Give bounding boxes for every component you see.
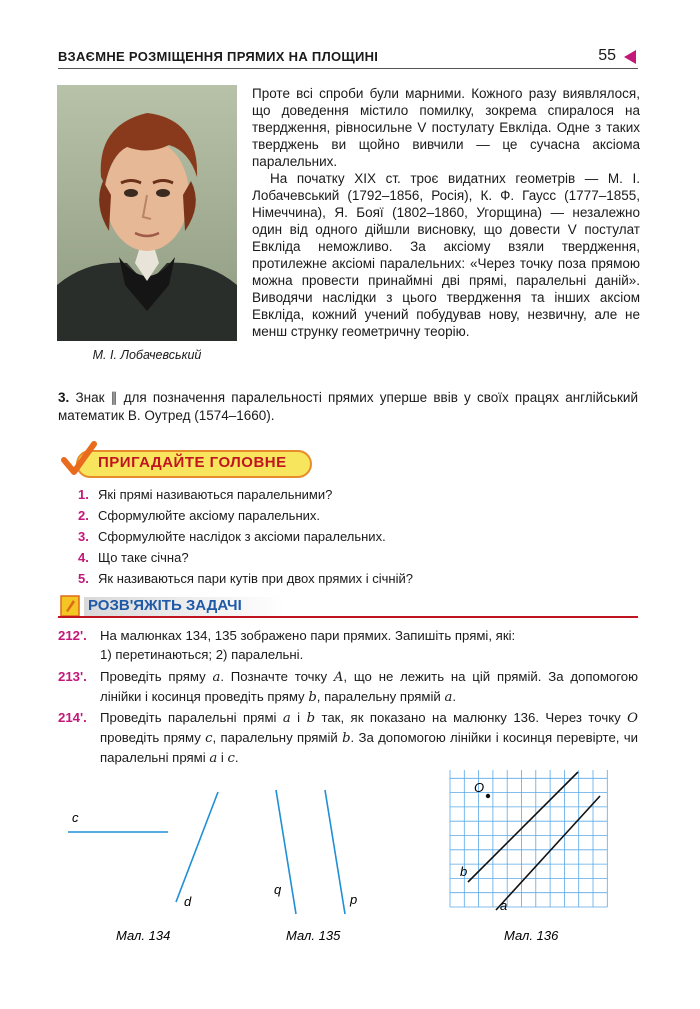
label-c: c xyxy=(72,810,79,825)
point-o xyxy=(486,794,490,798)
figure-134 xyxy=(68,792,218,943)
tasks-heading xyxy=(58,596,638,620)
header-rule xyxy=(58,68,638,69)
list-item: 3. Сформулюйте наслідок з аксіоми паралельних. xyxy=(78,529,386,544)
line-b xyxy=(468,772,578,882)
note-text: Знак ∥ для позначення паралельності прямих уперше ввів у своїх працях англійський математик В. Оутред (1574–1660). xyxy=(58,390,638,423)
triangle-marker-icon xyxy=(624,50,636,64)
pencil-icon xyxy=(60,595,80,617)
label-q: q xyxy=(274,882,282,897)
task-214: 214'. Проведіть паралельні прямі a і b так, як показано на малюнку 136. Через точку O проведіть пряму c, паралельну прямій b. За допомогою лінійки і косинця перевірте, чи паралельні прямі a і c. xyxy=(58,710,638,766)
page-header xyxy=(58,44,638,68)
tasks-label: РОЗВ'ЯЖІТЬ ЗАДАЧІ xyxy=(88,597,242,614)
label-a: a xyxy=(500,898,508,913)
review-questions xyxy=(78,484,618,589)
page-number: 55 xyxy=(598,47,616,64)
label-b: b xyxy=(460,864,468,879)
running-title: ВЗАЄМНЕ РОЗМІЩЕННЯ ПРЯМИХ НА ПЛОЩИНІ xyxy=(58,49,379,64)
portrait-image xyxy=(57,85,237,341)
line-d xyxy=(176,792,218,902)
figure-135-caption: Мал. 135 xyxy=(286,928,341,943)
list-item: 1. Які прямі називаються паралельними? xyxy=(78,487,333,502)
label-o: O xyxy=(474,780,485,795)
label-d: d xyxy=(184,894,192,909)
tasks-rule xyxy=(58,616,638,618)
portrait-caption: М. І. Лобачевський xyxy=(92,348,202,362)
list-item: 2. Сформулюйте аксіому паралельних. xyxy=(78,508,320,523)
bio-paragraph-1: Проте всі спроби були марними. Кожного разу виявлялося, що доведення містило помилку, зокрема спиралося на твердження, рівносильне V постулату Евкліда. Одне з таких тверджень ви щойно вивчили — це сучасна аксіома паралельних. xyxy=(252,86,640,169)
checkmark-icon xyxy=(58,440,98,480)
line-p xyxy=(325,790,345,914)
bio-paragraph-2: На початку XIX ст. троє видатних геометрів — М. І. Лобачевський (1792–1856, Росія), К. Ф. Гаусс (1777–1855, Німеччина), Я. Бояї (1802–1860, Угорщина) — незалежно один від одного дійшли висновку, що довести V постулат Евкліда неможливо. За аксіому взяли твердження, протилежне аксіомі паралельних: «Через точку поза прямою можна провести принаймні дві прямі, паралельні даній». Виводячи наслідки з цього твердження та інших аксіом Евкліда, кожний учений побудував нову, незвичну, але не менш струнку геометричну теорію. xyxy=(252,171,640,339)
label-p: p xyxy=(350,892,358,907)
note-number: 3. xyxy=(58,390,70,405)
task-213: 213'. Проведіть пряму a. Позначте точку A, що не лежить на цій прямій. За допомогою лінійки і косинця проведіть пряму b, паралельну прямій a. xyxy=(58,669,638,705)
remind-label: ПРИГАДАЙТЕ ГОЛОВНЕ xyxy=(98,454,287,471)
bio-text xyxy=(252,85,640,340)
list-item: 5. Як називаються пари кутів при двох прямих і січній? xyxy=(78,571,413,586)
historical-note xyxy=(58,389,638,425)
figure-136-caption: Мал. 136 xyxy=(504,928,559,943)
figure-134-caption: Мал. 134 xyxy=(116,928,171,943)
list-item: 4. Що таке січна? xyxy=(78,550,189,565)
remind-heading xyxy=(58,446,318,480)
task-212: 212'. На малюнках 134, 135 зображено пари прямих. Запишіть прямі, які: 1) перетинаються; 2) паралельні. xyxy=(58,628,516,662)
figure-135 xyxy=(274,790,357,943)
figure-136 xyxy=(450,770,607,943)
figures-area xyxy=(40,770,660,950)
